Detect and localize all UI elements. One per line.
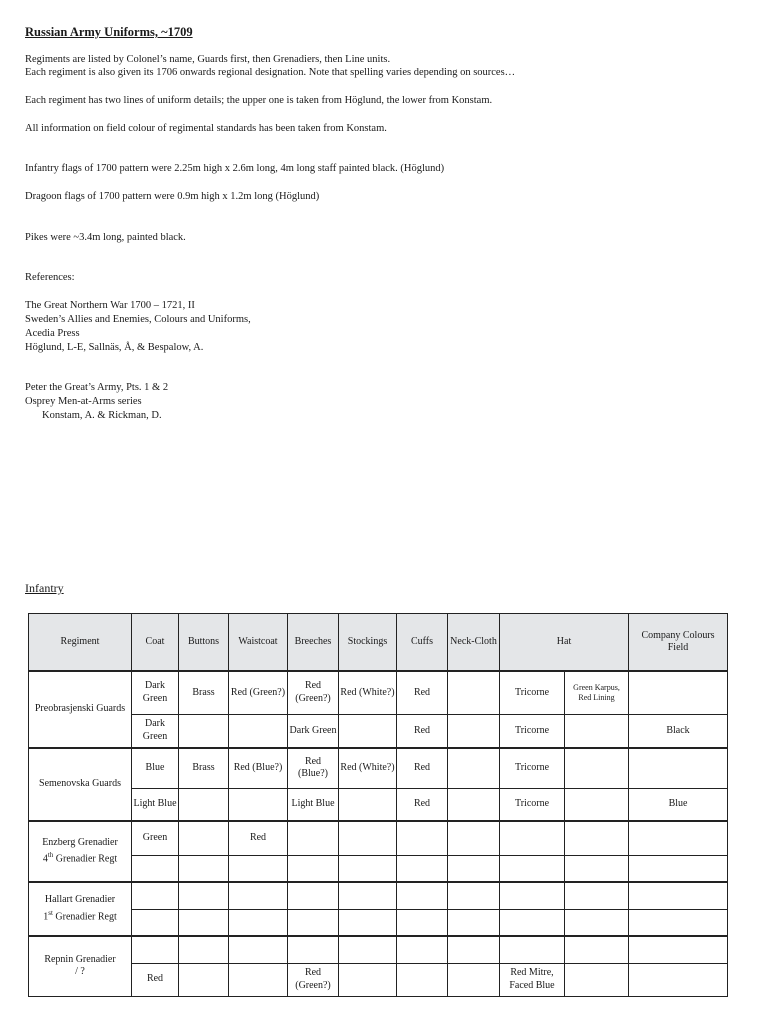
cuffs-cell [397, 936, 448, 963]
breeches-cell [288, 855, 339, 882]
breeches-cell: Red (Blue?) [288, 748, 339, 788]
cuffs-cell [397, 821, 448, 855]
regiment-name: Enzberg Grenadier [42, 836, 118, 848]
colours-cell: Black [629, 714, 728, 748]
regiment-designation-number: 4 [42, 853, 48, 865]
cuffs-cell: Red [397, 714, 448, 748]
breeches-cell [288, 882, 339, 909]
waistcoat-cell [229, 909, 288, 936]
intro-line: Regiments are listed by Colonel’s name, Guards first, then Grenadiers, then Line units. [25, 54, 391, 65]
coat-cell: Dark Green [132, 671, 179, 714]
stockings-cell: Red (White?) [339, 748, 397, 788]
breeches-cell [288, 936, 339, 963]
regiment-designation: Grenadier Regt [53, 853, 118, 865]
breeches-cell: Red (Green?) [288, 963, 339, 996]
colours-cell [629, 671, 728, 714]
coat-cell [132, 909, 179, 936]
header-colours: Company Colours Field [629, 614, 728, 672]
coat-cell [132, 855, 179, 882]
reference-1-publisher: Acedia Press [25, 328, 80, 339]
cuffs-cell: Red [397, 788, 448, 821]
waistcoat-cell: Red [229, 821, 288, 855]
coat-cell: Red [132, 963, 179, 996]
neckcloth-cell [448, 671, 500, 714]
regiment-group [29, 821, 728, 882]
regiment-designation-ordinal: th [47, 851, 54, 860]
hat-detail-cell [565, 909, 629, 936]
neckcloth-cell [448, 714, 500, 748]
header-stockings: Stockings [339, 614, 397, 672]
waistcoat-cell [229, 855, 288, 882]
table-row [29, 936, 728, 963]
intro-line: Each regiment is also given its 1706 onwards regional designation. Note that spelling varies depending on sources… [25, 67, 516, 78]
regiment-name: Hallart Grenadier [44, 894, 116, 906]
buttons-cell [179, 714, 229, 748]
hat-cell [500, 855, 565, 882]
hat-detail-cell [565, 882, 629, 909]
table-header-row [29, 614, 728, 672]
pike-note: Pikes were ~3.4m long, painted black. [25, 232, 186, 243]
colours-cell [629, 936, 728, 963]
header-waistcoat: Waistcoat [229, 614, 288, 672]
dragoon-flag-note: Dragoon flags of 1700 pattern were 0.9m high x 1.2m long (Höglund) [25, 191, 320, 202]
neckcloth-cell [448, 909, 500, 936]
neckcloth-cell [448, 936, 500, 963]
stockings-cell [339, 882, 397, 909]
colours-cell [629, 882, 728, 909]
table-row [29, 821, 728, 855]
neckcloth-cell [448, 882, 500, 909]
hat-detail-cell [565, 936, 629, 963]
buttons-cell: Brass [179, 671, 229, 714]
colours-cell [629, 821, 728, 855]
hat-detail-cell [565, 748, 629, 788]
hat-cell: Tricorne [500, 748, 565, 788]
hat-cell [500, 909, 565, 936]
waistcoat-cell [229, 963, 288, 996]
regiment-designation-number: 1 [43, 911, 49, 923]
hat-detail-cell [565, 821, 629, 855]
table-row [29, 748, 728, 788]
reference-1-subtitle: Sweden’s Allies and Enemies, Colours and Uniforms, [25, 314, 251, 325]
neckcloth-cell [448, 855, 500, 882]
breeches-cell: Red (Green?) [288, 671, 339, 714]
cuffs-cell [397, 963, 448, 996]
waistcoat-cell: Red (Blue?) [229, 748, 288, 788]
references-heading: References: [25, 272, 75, 283]
buttons-cell [179, 821, 229, 855]
regiment-name-cell [29, 882, 132, 936]
hat-detail-cell [565, 788, 629, 821]
hat-detail-cell [565, 714, 629, 748]
colours-cell [629, 963, 728, 996]
hat-cell: Tricorne [500, 788, 565, 821]
table-row [29, 714, 728, 748]
infantry-flag-note: Infantry flags of 1700 pattern were 2.25m high x 2.6m long, 4m long staff painted black. (Höglund) [25, 163, 445, 174]
waistcoat-cell [229, 714, 288, 748]
table-row [29, 882, 728, 909]
table-row [29, 855, 728, 882]
waistcoat-cell [229, 936, 288, 963]
reference-1-title: The Great Northern War 1700 – 1721, II [25, 300, 195, 311]
hat-cell [500, 936, 565, 963]
breeches-cell [288, 909, 339, 936]
stockings-cell [339, 714, 397, 748]
regiment-name-cell [29, 821, 132, 882]
header-regiment: Regiment [29, 614, 132, 672]
reference-1-authors: Höglund, L-E, Sallnäs, Å, & Bespalow, A. [25, 342, 204, 353]
header-coat: Coat [132, 614, 179, 672]
buttons-cell [179, 963, 229, 996]
hat-cell [500, 882, 565, 909]
waistcoat-cell [229, 788, 288, 821]
buttons-cell [179, 855, 229, 882]
table-row [29, 963, 728, 996]
breeches-cell [288, 821, 339, 855]
header-cuffs: Cuffs [397, 614, 448, 672]
colours-cell [629, 909, 728, 936]
regiment-group [29, 748, 728, 821]
table-row [29, 671, 728, 714]
section-heading-infantry: Infantry [25, 581, 64, 595]
hat-cell: Tricorne [500, 671, 565, 714]
reference-2-title: Peter the Great’s Army, Pts. 1 & 2 [25, 382, 169, 393]
stockings-cell [339, 855, 397, 882]
neckcloth-cell [448, 788, 500, 821]
cuffs-cell [397, 882, 448, 909]
cuffs-cell: Red [397, 748, 448, 788]
buttons-cell [179, 936, 229, 963]
coat-cell [132, 882, 179, 909]
hat-cell [500, 821, 565, 855]
intro-line: All information on field colour of regimental standards has been taken from Konstam. [25, 123, 387, 134]
regiment-group [29, 671, 728, 748]
stockings-cell [339, 909, 397, 936]
buttons-cell [179, 788, 229, 821]
intro-line: Each regiment has two lines of uniform details; the upper one is taken from Höglund, the lower from Konstam. [25, 95, 493, 106]
coat-cell [132, 936, 179, 963]
breeches-cell: Dark Green [288, 714, 339, 748]
stockings-cell: Red (White?) [339, 671, 397, 714]
coat-cell: Light Blue [132, 788, 179, 821]
cuffs-cell [397, 855, 448, 882]
cuffs-cell: Red [397, 671, 448, 714]
neckcloth-cell [448, 748, 500, 788]
colours-cell [629, 855, 728, 882]
reference-2-authors: Konstam, A. & Rickman, D. [42, 410, 162, 421]
hat-cell: Tricorne [500, 714, 565, 748]
hat-detail-cell [565, 963, 629, 996]
regiment-name: Repnin Grenadier [44, 953, 116, 965]
table-row [29, 788, 728, 821]
table-row [29, 909, 728, 936]
stockings-cell [339, 936, 397, 963]
colours-cell: Blue [629, 788, 728, 821]
stockings-cell [339, 788, 397, 821]
regiment-designation: Grenadier Regt [52, 911, 117, 923]
regiment-name: Preobrasjenski Guards [29, 671, 132, 748]
header-neckcloth: Neck-Cloth [448, 614, 500, 672]
waistcoat-cell: Red (Green?) [229, 671, 288, 714]
coat-cell: Blue [132, 748, 179, 788]
regiment-designation-ordinal: st [48, 908, 53, 917]
buttons-cell [179, 882, 229, 909]
neckcloth-cell [448, 963, 500, 996]
regiment-name-cell [29, 936, 132, 996]
document-title: Russian Army Uniforms, ~1709 [25, 25, 193, 39]
regiment-group [29, 882, 728, 936]
hat-cell: Red Mitre, Faced Blue [500, 963, 565, 996]
header-hat: Hat [500, 614, 629, 672]
cuffs-cell [397, 909, 448, 936]
stockings-cell [339, 963, 397, 996]
regiment-designation: / ? [75, 966, 85, 978]
neckcloth-cell [448, 821, 500, 855]
buttons-cell: Brass [179, 748, 229, 788]
reference-2-series: Osprey Men-at-Arms series [25, 396, 142, 407]
infantry-uniform-table [28, 613, 728, 997]
regiment-name: Semenovska Guards [29, 748, 132, 821]
hat-detail-cell [565, 855, 629, 882]
colours-cell [629, 748, 728, 788]
coat-cell: Green [132, 821, 179, 855]
stockings-cell [339, 821, 397, 855]
waistcoat-cell [229, 882, 288, 909]
hat-detail-cell: Green Karpus, Red Lining [565, 671, 629, 714]
regiment-group [29, 936, 728, 996]
buttons-cell [179, 909, 229, 936]
breeches-cell: Light Blue [288, 788, 339, 821]
header-buttons: Buttons [179, 614, 229, 672]
header-breeches: Breeches [288, 614, 339, 672]
coat-cell: Dark Green [132, 714, 179, 748]
